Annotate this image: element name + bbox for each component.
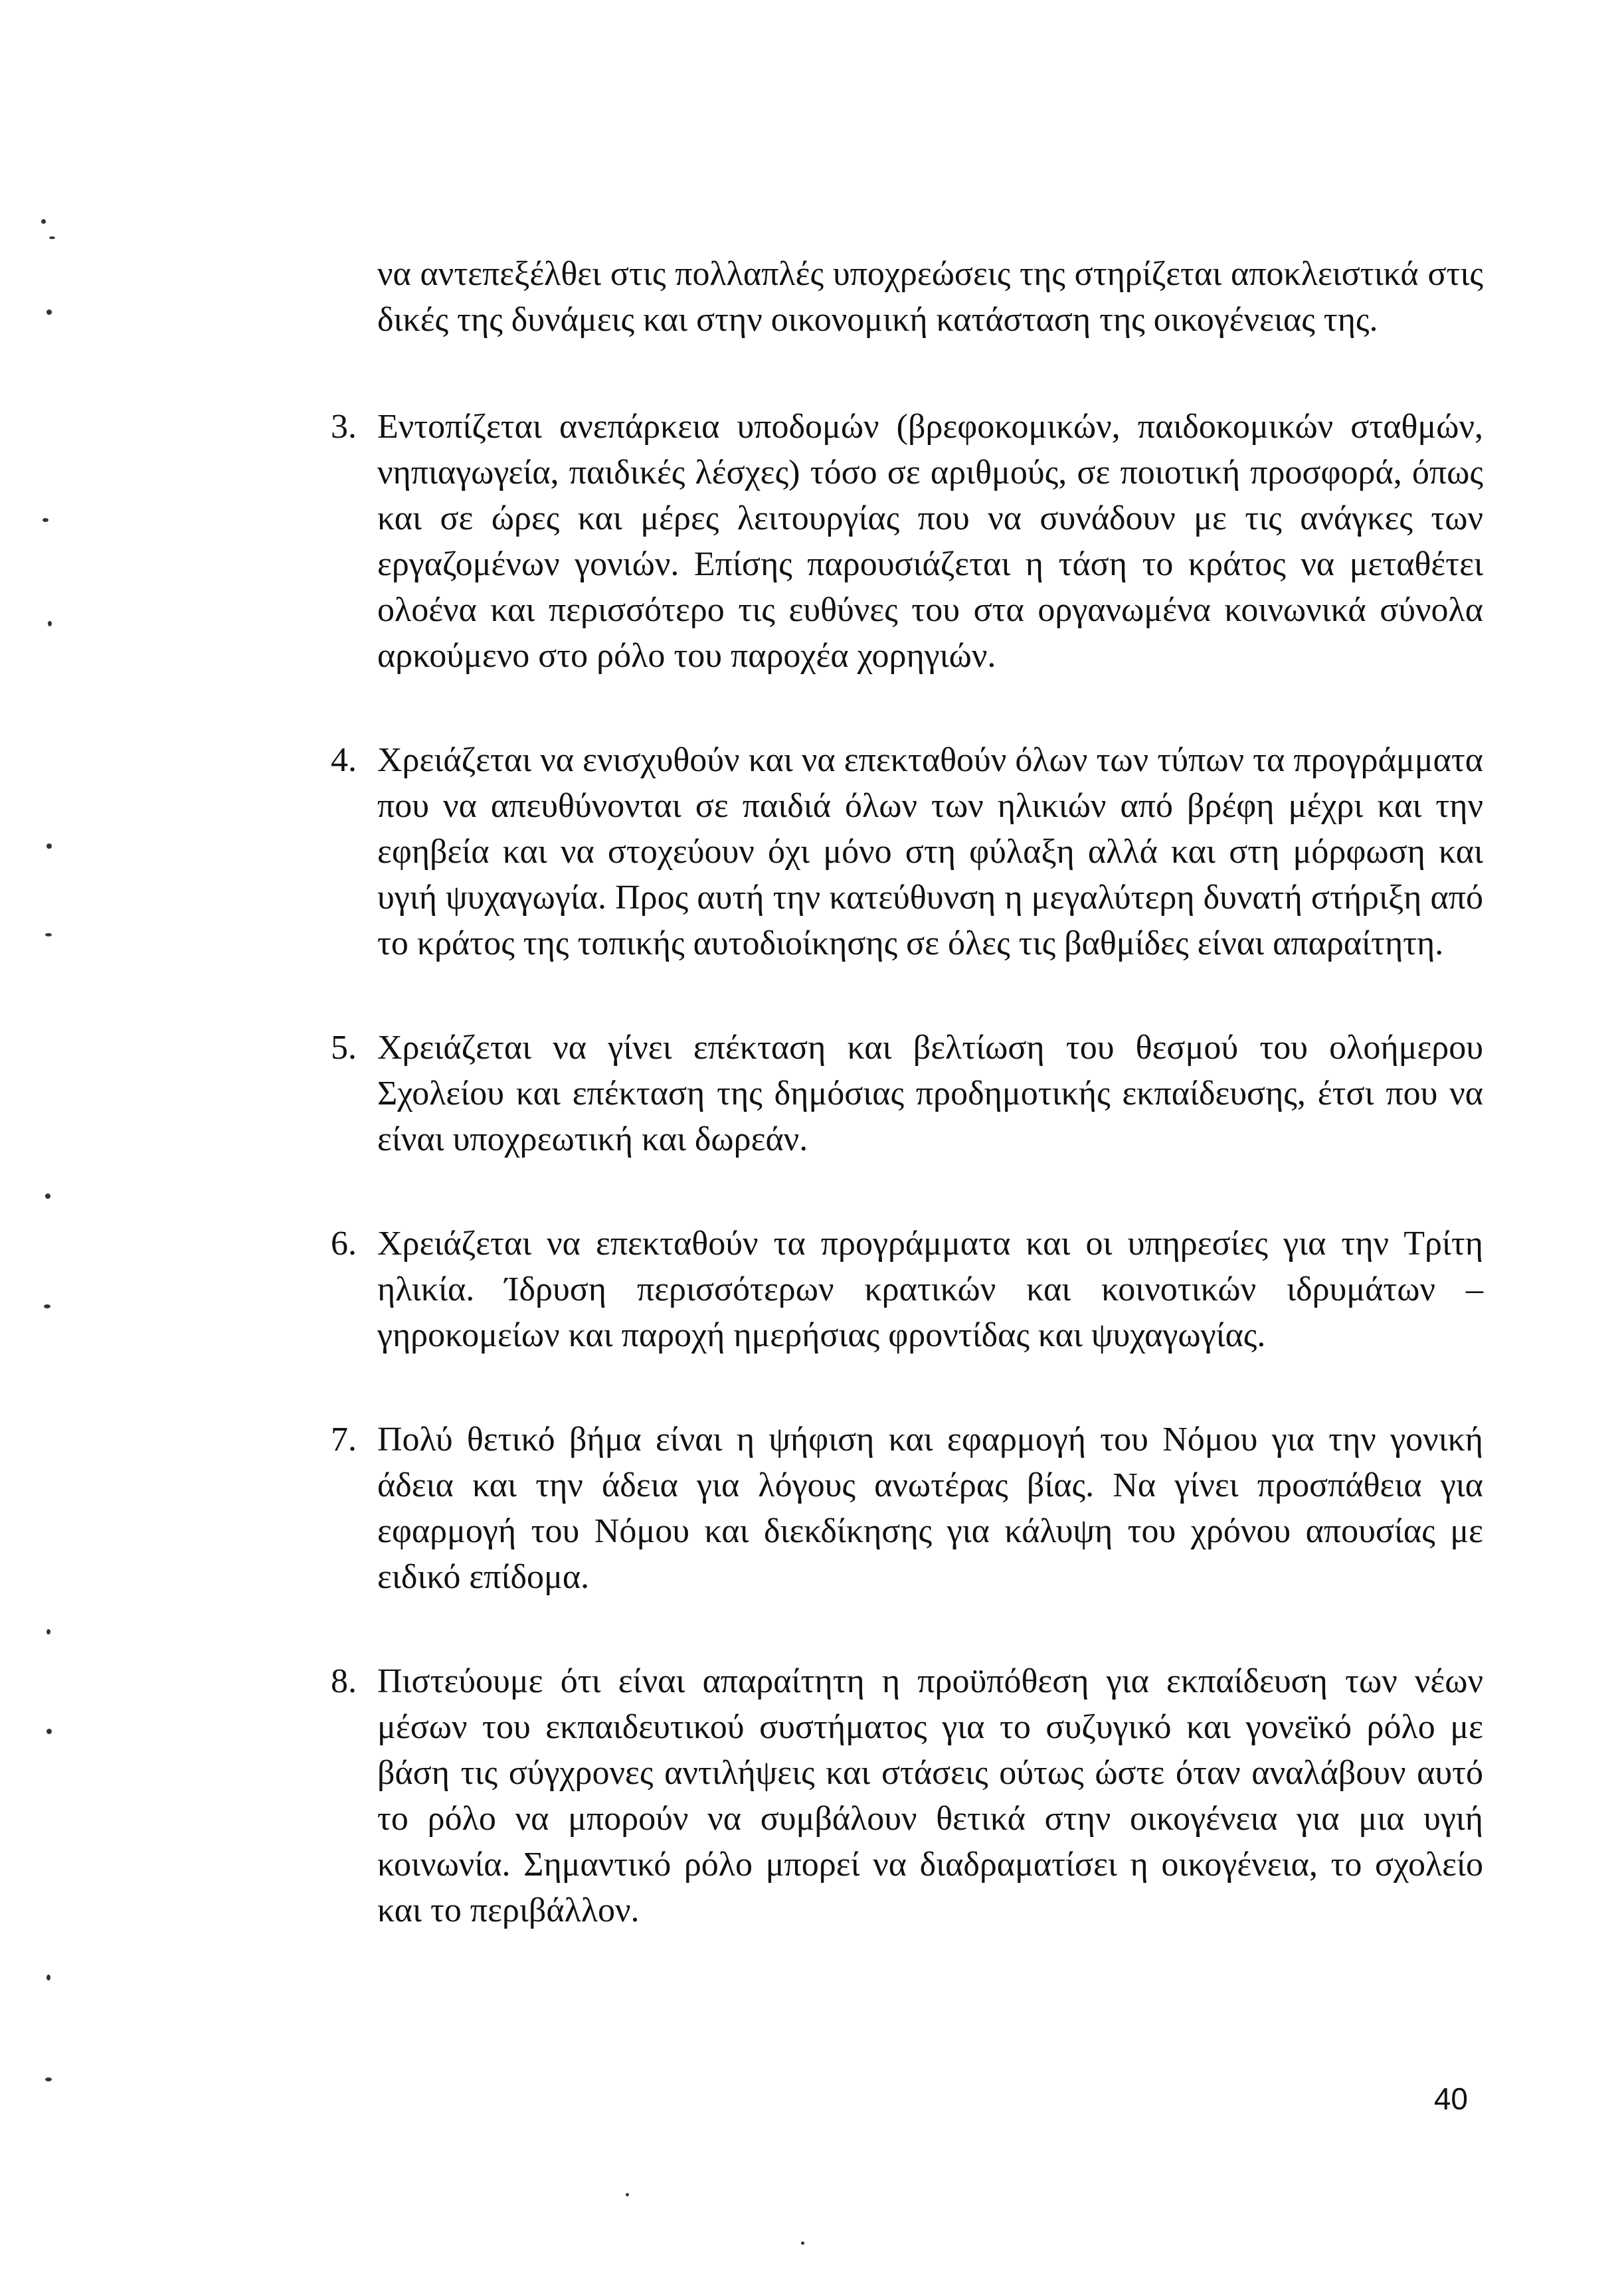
scan-speck [46,843,52,849]
item-text: Πιστεύουμε ότι είναι απαραίτητη η προϋπόθεση για εκπαίδευση των νέων μέσων του εκπαιδευτικού συστήματος για το συζυγικό και γονεϊκό ρόλο με βάση τις σύγχρονες αντιλήψεις και στάσεις ούτως ώστε όταν αναλάβουν αυτό το ρόλο να μπορούν να συμβάλουν θετικά στην οικογένεια για μια υγιή κοινωνία. Σημαντικό ρόλο μπορεί να διαδραματίσει η οικογένεια, το σχολείο και το περιβάλλον. [377,1662,1483,1929]
scan-speck [46,1974,50,1980]
scan-speck [45,1193,50,1199]
item-number: 4. [331,741,357,779]
scan-speck [48,621,52,626]
scan-speck [45,933,52,936]
list-item-6 [331,1221,1483,1358]
list-item-4 [331,737,1483,966]
item-text: Χρειάζεται να γίνει επέκταση και βελτίωση του θεσμού του ολοήμερου Σχολείου και επέκταση της δημόσιας προδημοτικής εκπαίδευσης, έτσι που να είναι υποχρεωτική και δωρεάν. [377,1029,1483,1158]
intro-paragraph: να αντεπεξέλθει στις πολλαπλές υποχρεώσεις της στηρίζεται αποκλειστικά στις δικές της δυνάμεις και στην οικονομική κατάσταση της οικογένειας της. [377,255,1483,339]
scan-speck [49,236,55,239]
scan-speck [45,2077,52,2081]
scan-speck [44,1304,50,1308]
scan-speck [46,1729,52,1734]
list-item-8 [331,1658,1483,1933]
item-number: 5. [331,1029,357,1067]
scan-speck [46,309,52,315]
item-number: 8. [331,1662,357,1700]
list-item-3 [331,404,1483,679]
item-text: Εντοπίζεται ανεπάρκεια υποδομών (βρεφοκομικών, παιδοκομικών σταθμών, νηπιαγωγεία, παιδικές λέσχες) τόσο σε αριθμούς, σε ποιοτική προσφορά, όπως και σε ώρες και μέρες λειτουργίας που να συνάδουν με τις ανάγκες των εργαζομένων γονιών. Επίσης παρουσιάζεται η τάση το κράτος να μεταθέτει ολοένα και περισσότερο τις ευθύνες του στα οργανωμένα κοινωνικά σύνολα αρκούμενο στο ρόλο του παροχέα χορηγιών. [377,408,1483,675]
item-text: Πολύ θετικό βήμα είναι η ψήφιση και εφαρμογή του Νόμου για την γονική άδεια και την άδεια για λόγους ανωτέρας βίας. Να γίνει προσπάθεια για εφαρμογή του Νόμου και διεκδίκησης για κάλυψη του χρόνου απουσίας με ειδικό επίδομα. [377,1421,1483,1596]
list-item-5 [331,1025,1483,1162]
document-body [331,251,1483,1933]
item-number: 7. [331,1421,357,1458]
scan-speck [41,219,46,224]
item-number: 3. [331,408,357,446]
item-text: Χρειάζεται να επεκταθούν τα προγράμματα και οι υπηρεσίες για την Τρίτη ηλικία. Ίδρυση περισσότερων κρατικών και κοινοτικών ιδρυμάτων – γηροκομείων και παροχή ημερήσιας φροντίδας και ψυχαγωγίας. [377,1225,1483,1354]
scan-speck [43,518,48,522]
scan-speck [626,2193,629,2196]
scan-speck [46,1629,50,1634]
scan-speck [801,2241,804,2245]
item-text: Χρειάζεται να ενισχυθούν και να επεκταθούν όλων των τύπων τα προγράμματα που να απευθύνονται σε παιδιά όλων των ηλικιών από βρέφη μέχρι και την εφηβεία και να στοχεύουν όχι μόνο στη φύλαξη αλλά και στη μόρφωση και υγιή ψυχαγωγία. Προς αυτή την κατεύθυνση η μεγαλύτερη δυνατή στήριξη από το κράτος της τοπικής αυτοδιοίκησης σε όλες τις βαθμίδες είναι απαραίτητη. [377,741,1483,962]
item-number: 6. [331,1225,357,1263]
page-number: 40 [1433,2081,1468,2116]
list-item-7 [331,1417,1483,1600]
